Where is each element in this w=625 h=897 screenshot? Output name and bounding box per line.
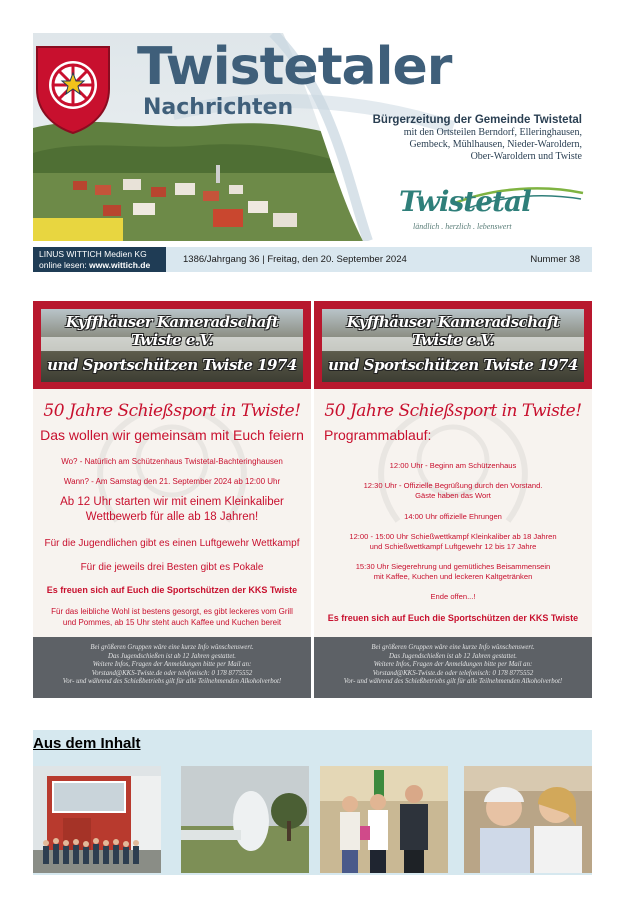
poster-line: Es freuen sich auf Euch die Sportschützen der KKS Twiste bbox=[46, 585, 298, 595]
footer-line: Vorstand@KKS-Twiste.de oder telefonisch: 0 178 8775552 bbox=[372, 669, 534, 677]
program-line: und Schießwettkampf Luftgewehr 12 bis 17 Jahre bbox=[369, 542, 537, 551]
poster-subheading: Das wollen wir gemeinsam mit Euch feiern bbox=[40, 427, 304, 443]
footer-line: Vorstand@KKS-Twiste.de oder telefonisch: 0 178 8775552 bbox=[91, 669, 253, 677]
footer-line: Vor- und während des Schießbetriebs gilt für alle Teilnehmenden Alkoholverbot! bbox=[343, 678, 563, 686]
program-title: Programmablauf: bbox=[324, 427, 432, 443]
footer-line: Bei größeren Gruppen wäre eine kurze Info wünschenswert. bbox=[90, 644, 254, 651]
poster-heading: 50 Jahre Schießsport in Twiste! bbox=[43, 401, 301, 421]
contents-thumb-people[interactable] bbox=[320, 766, 448, 873]
program-line: 12:00 - 15:00 Uhr Schießwettkampf Kleinkaliber ab 18 Jahren bbox=[349, 532, 557, 541]
poster-footer bbox=[314, 637, 592, 698]
people-photo bbox=[320, 766, 448, 873]
tagline bbox=[332, 113, 582, 163]
poster-line: und Pommes, ab 15 Uhr steht auch Kaffee und Kuchen bereit bbox=[62, 618, 282, 627]
poster-footer bbox=[33, 637, 311, 698]
footer-line: Weitere Infos, Fragen der Anmeldungen bitte per Mail an: bbox=[92, 661, 252, 669]
tagline-line: Ober-Waroldern und Twiste bbox=[470, 151, 582, 162]
firehouse-photo bbox=[33, 766, 161, 873]
poster-line: Wo? - Natürlich am Schützenhaus Twistetal-Bachteringhausen bbox=[61, 457, 283, 466]
issue-date: 1386/Jahrgang 36 | Freitag, den 20. September 2024 bbox=[183, 254, 407, 265]
program-line: 12:00 Uhr - Beginn am Schützenhaus bbox=[389, 461, 517, 470]
contents-thumb-seniors[interactable] bbox=[464, 766, 592, 873]
contents-title: Aus dem Inhalt bbox=[33, 735, 141, 752]
program-line: 14:00 Uhr offizielle Ehrungen bbox=[404, 512, 502, 521]
poster-line: Für die jeweils drei Besten gibt es Pokale bbox=[80, 562, 264, 573]
program-line: 12:30 Uhr - Offizielle Begrüßung durch den Vorstand. bbox=[363, 481, 543, 490]
poster-line: Für das leibliche Wohl ist bestens gesorgt, es gibt leckeres vom Grill bbox=[51, 607, 293, 616]
club-name: Kyffhäuser Kameradschaft Twiste e.V. bbox=[346, 313, 560, 349]
event-poster bbox=[33, 301, 592, 698]
issue-info-bar bbox=[33, 247, 592, 272]
footer-line: Vor- und während des Schießbetriebs gilt für alle Teilnehmenden Alkoholverbot! bbox=[62, 678, 282, 686]
program-line: Ende offen...! bbox=[430, 592, 476, 601]
program-line: 15:30 Uhr Siegerehrung und gemütliches Beisammensein bbox=[355, 562, 551, 571]
issue-number: Nummer 38 bbox=[530, 254, 580, 265]
municipality-crest-icon bbox=[35, 43, 111, 135]
poster-panel-left bbox=[33, 301, 311, 698]
program-line: Es freuen sich auf Euch die Sportschützen der KKS Twiste bbox=[327, 613, 579, 623]
online-read-line bbox=[39, 260, 166, 271]
publisher-name: LINUS WITTICH Medien KG bbox=[39, 249, 147, 259]
program-line: Gäste haben das Wort bbox=[415, 491, 491, 500]
club-name-2: und Sportschützen Twiste 1974 bbox=[47, 356, 297, 374]
tagline-line: Gembeck, Mühlhausen, Nieder-Waroldern, bbox=[409, 139, 582, 150]
tagline-line: mit den Ortsteilen Berndorf, Elleringhausen, bbox=[403, 127, 582, 138]
newspaper-subtitle: Nachrichten bbox=[143, 95, 294, 120]
footer-line: Weitere Infos, Fragen der Anmeldungen bitte per Mail an: bbox=[373, 661, 533, 669]
poster-line: Für die Jugendlichen gibt es einen Luftgewehr Wettkampf bbox=[44, 538, 300, 549]
seniors-photo bbox=[464, 766, 592, 873]
contents-thumb-fountain[interactable] bbox=[181, 766, 309, 873]
contents-thumb-firehouse[interactable] bbox=[33, 766, 161, 873]
footer-line: Bei größeren Gruppen wäre eine kurze Info wünschenswert. bbox=[371, 644, 535, 651]
footer-line: Das Jugendschießen ist ab 12 Jahren gestattet. bbox=[108, 652, 236, 660]
club-name-2: und Sportschützen Twiste 1974 bbox=[328, 356, 578, 374]
program-line: mit Kaffee, Kuchen und leckeren Kaltgetränken bbox=[373, 572, 533, 581]
publisher-block bbox=[33, 247, 166, 272]
poster-heading: 50 Jahre Schießsport in Twiste! bbox=[324, 401, 582, 421]
contents-section bbox=[33, 730, 592, 875]
brand-name: Twistetal bbox=[399, 185, 531, 218]
poster-panel-right bbox=[314, 301, 592, 698]
tagline-head: Bürgerzeitung der Gemeinde Twistetal bbox=[372, 114, 582, 126]
brand-claim: ländlich . herzlich . lebenswert bbox=[413, 222, 512, 231]
footer-line: Das Jugendschießen ist ab 12 Jahren gestattet. bbox=[389, 652, 517, 660]
newspaper-title: Twistetaler bbox=[137, 37, 452, 97]
online-prefix: online lesen: bbox=[39, 260, 90, 270]
masthead bbox=[33, 33, 592, 241]
fountain-photo bbox=[181, 766, 309, 873]
publisher-url-link[interactable]: www.wittich.de bbox=[89, 260, 151, 270]
club-name: Kyffhäuser Kameradschaft Twiste e.V. bbox=[65, 313, 279, 349]
club-banner bbox=[314, 301, 592, 389]
poster-line: Wann? - Am Samstag den 21. September 2024 ab 12:00 Uhr bbox=[63, 477, 281, 486]
club-banner bbox=[33, 301, 311, 389]
poster-line: Ab 12 Uhr starten wir mit einem Kleinkaliber bbox=[60, 496, 284, 508]
poster-line: Wettbewerb für alle ab 18 Jahren! bbox=[85, 511, 259, 523]
